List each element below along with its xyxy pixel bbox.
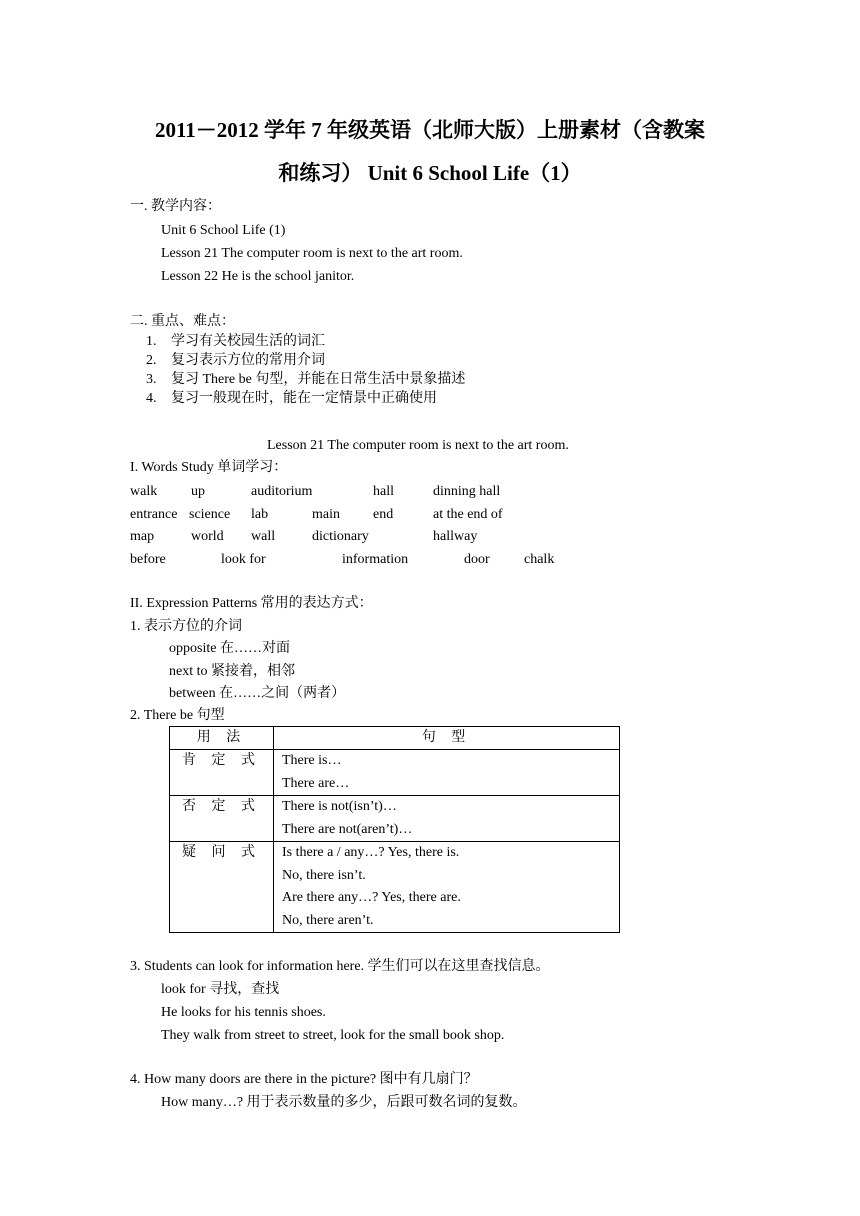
section1-item: Lesson 22 He is the school janitor. [161,269,355,284]
exp4-item: How many…? 用于表示数量的多少，后跟可数名词的复数。 [161,1095,527,1110]
exp1-heading: 1. 表示方位的介词 [130,619,242,634]
vocab-word: walk [130,484,158,499]
vocab-word: dictionary [312,529,369,544]
vocab-word: auditorium [251,484,313,499]
vocab-word: end [373,507,394,522]
words-heading: I. Words Study 单词学习： [130,460,288,475]
vocab-word: map [130,529,155,544]
vocab-word: look for [221,552,266,567]
table-row [170,796,620,842]
list-number: 1. [146,334,157,349]
vocab-word: lab [251,507,269,522]
exp3-heading: 3. Students can look for information here. 学生们可以在这里查找信息。 [130,959,550,974]
vocab-word: science [189,507,231,522]
exp3-item: He looks for his tennis shoes. [161,1005,326,1020]
exp3-item: They walk from street to street, look for the small book shop. [161,1028,505,1043]
vocab-word: dinning hall [433,484,501,499]
vocab-word: hall [373,484,394,499]
vocab-word: before [130,552,166,567]
usage-cell: 否 定 式 [170,796,274,842]
list-item: 学习有关校园生活的词汇 [171,334,325,349]
exp1-item: opposite 在……对面 [169,641,290,656]
document-title-line-1: 2011－2012 学年 7 年级英语（北师大版）上册素材（含教案 [154,118,706,142]
exp3-item: look for 寻找，查找 [161,982,280,997]
document-title-line-2: 和练习） Unit 6 School Life（1） [278,161,582,185]
table-header-row [170,727,620,750]
vocab-word: up [191,484,205,499]
pattern-line: There are… [282,775,350,791]
pattern-line: There are not(aren’t)… [282,821,413,837]
pattern-line: There is… [282,753,342,768]
pattern-cell [274,796,620,842]
lesson21-heading: Lesson 21 The computer room is next to the art room. [267,438,569,453]
vocab-word: information [342,552,409,567]
vocab-word: wall [251,529,276,544]
pattern-line: No, there aren’t. [282,912,374,928]
vocab-word: hallway [433,529,478,544]
vocab-word: door [464,552,490,567]
pattern-cell [274,842,620,933]
there-be-table [169,726,620,933]
usage-cell: 疑 问 式 [170,842,274,933]
section1-item: Unit 6 School Life (1) [161,223,286,238]
exp4-heading: 4. How many doors are there in the picture? 图中有几扇门？ [130,1072,478,1087]
section1-heading: 一. 教学内容： [130,199,221,214]
pattern-line: No, there isn’t. [282,867,366,883]
exp1-item: next to 紧接着，相邻 [169,664,295,679]
usage-cell: 肯 定 式 [170,750,274,796]
list-item: 复习表示方位的常用介词 [171,353,325,368]
list-number: 3. [146,372,157,387]
pattern-line: There is not(isn’t)… [282,799,397,814]
table-row [170,750,620,796]
vocab-word: world [191,529,224,544]
vocab-word: entrance [130,507,178,522]
table-header-usage: 用 法 [170,727,274,750]
exp2-heading: 2. There be 句型 [130,708,225,723]
vocab-word: at the end of [433,507,503,522]
list-item: 复习 There be 句型，并能在日常生活中景象描述 [171,372,466,387]
exp1-item: between 在……之间（两者） [169,686,346,701]
vocab-word: chalk [524,552,555,567]
section1-item: Lesson 21 The computer room is next to the art room. [161,246,463,261]
pattern-cell [274,750,620,796]
expressions-heading: II. Expression Patterns 常用的表达方式： [130,596,373,611]
vocab-word: main [312,507,340,522]
pattern-line: Is there a / any…? Yes, there is. [282,845,460,860]
section2-heading: 二. 重点、难点： [130,314,235,329]
table-header-pattern: 句 型 [274,727,620,750]
list-number: 4. [146,391,157,406]
table-row [170,842,620,933]
list-number: 2. [146,353,157,368]
pattern-line: Are there any…? Yes, there are. [282,890,461,905]
list-item: 复习一般现在时，能在一定情景中正确使用 [171,391,437,406]
